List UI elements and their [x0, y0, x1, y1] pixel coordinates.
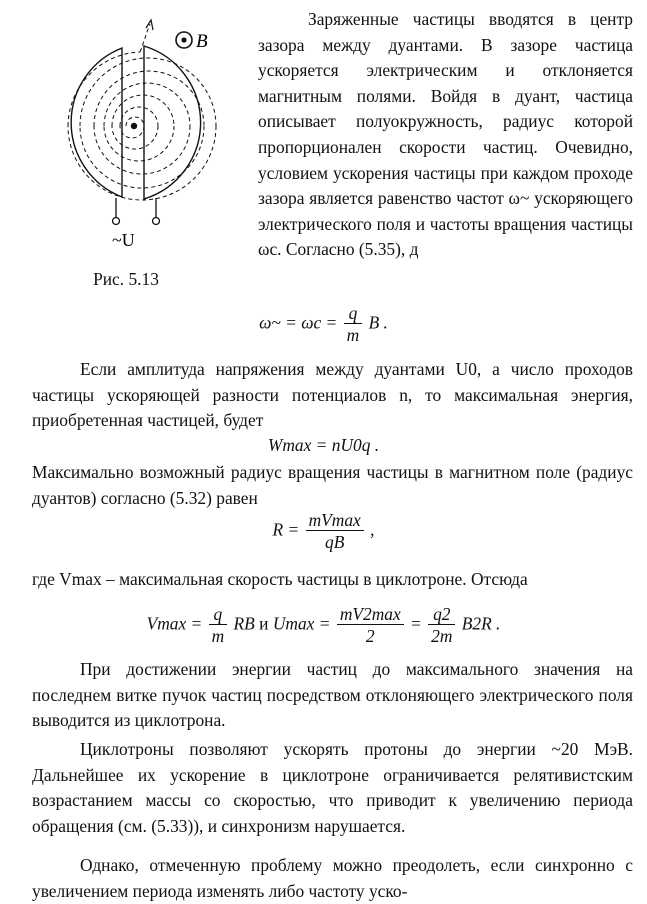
figure-cyclotron — [18, 10, 244, 290]
formula-vmax-den: m — [211, 626, 225, 646]
voltage-label: ~U — [112, 230, 135, 250]
formula-umax2-fraction — [428, 604, 455, 647]
paragraph-radius: Максимально возможный радиус вращения частицы в магнитном поле (радиус дуантов) согласно (5.32) равен — [32, 462, 633, 508]
formula-radius-fraction — [306, 510, 364, 553]
left-dee — [71, 48, 122, 197]
formula-frequency-den: m — [346, 325, 360, 345]
formula-frequency-fraction — [344, 303, 363, 346]
formula-max-energy: Wmax = nU0q . — [267, 435, 380, 455]
paragraph-limits: Циклотроны позволяют ускорять протоны до энергии ~20 МэВ. Дальнейшее их ускорение в циклотроне ограничивается релятивистским возрастанием массы со скоростью, что приводит к увеличению периода обращения (см. (5.33)), и синхронизм нарушается. — [32, 739, 633, 836]
formula-umax2-num: q2 — [428, 604, 455, 625]
formula-umax2-den: 2m — [431, 626, 453, 646]
formula-umax-den: 2 — [365, 626, 375, 646]
paragraph-energy: Если амплитуда напряжения между дуантами U0, а число проходов частицы ускоряющей разности потенциалов n, то максимальная энергия, приобретенная частицей, будет — [32, 359, 633, 431]
formula-vmax-umax — [0, 604, 647, 647]
paragraph-vmax: где Vmax – максимальная скорость частицы в циклотроне. Отсюда — [32, 569, 528, 589]
formula-radius-lhs: R = — [272, 519, 300, 540]
formula-frequency-num: q — [344, 303, 363, 324]
right-dee — [144, 46, 201, 199]
formula-vmax-num: q — [209, 604, 228, 625]
formula-radius-den: qB — [325, 532, 345, 552]
formula-conjunction: и — [259, 613, 269, 634]
formula-umax-num: mV2max — [337, 604, 404, 625]
formula-frequency — [0, 303, 647, 346]
paragraph-solution: Однако, отмеченную проблему можно преодолеть, если синхронно с увеличением периода изменять либо частоту уско- — [32, 855, 633, 901]
paragraph-extraction: При достижении энергии частиц до максимального значения на последнем витке пучок частиц посредством отклоняющего электрического поля выводится из циклотрона. — [32, 659, 633, 731]
formula-umax-tail: B2R . — [461, 613, 501, 634]
particle-dot — [131, 123, 137, 129]
formula-radius-tail: , — [370, 519, 375, 540]
figure-caption: Рис. 5.13 — [93, 269, 159, 289]
terminal-left-icon — [113, 218, 120, 225]
cyclotron-diagram — [18, 10, 244, 270]
formula-vmax-tail: RB — [233, 613, 255, 634]
formula-umax-eq: = — [410, 613, 422, 634]
formula-vmax-fraction — [209, 604, 228, 647]
formula-frequency-tail: B . — [368, 312, 388, 333]
formula-frequency-lhs: ω~ = ωc = — [259, 312, 338, 333]
formula-umax-lhs: Umax = — [272, 613, 331, 634]
formula-vmax-lhs: Vmax = — [146, 613, 203, 634]
formula-radius-num: mVmax — [306, 510, 364, 531]
side-paragraph-block — [258, 7, 633, 263]
side-paragraph: Заряженные частицы вводятся в центр зазора между дуантами. В зазоре частица ускоряется электрическим и отклоняется магнитным полями. Войдя в дуант, частица описывает полуокружность, радиус которой пропорционален скорости частиц. Очевидно, условием ускорения частицы при каждом проходе зазора является равенство частот ω~ ускоряющего электрического поля и частоты вращения частицы ωc. Согласно (5.35), д — [258, 9, 633, 260]
formula-radius — [0, 510, 647, 553]
field-label: B — [196, 31, 208, 52]
formula-umax-fraction — [337, 604, 404, 647]
terminal-right-icon — [153, 218, 160, 225]
